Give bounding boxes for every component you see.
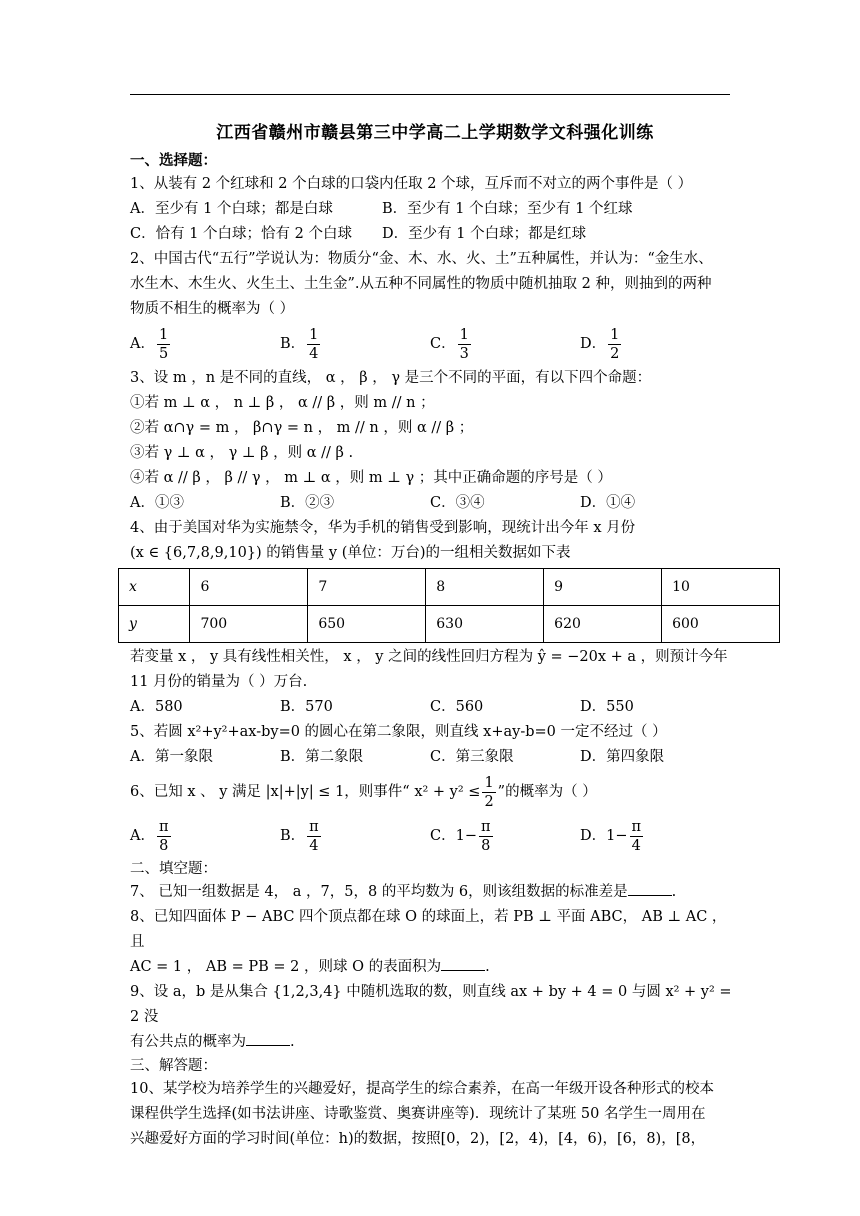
section-heading-answer: 三、解答题： (130, 1058, 217, 1074)
question-6-options (130, 814, 740, 858)
answer-blank (246, 1031, 290, 1046)
question-3 (130, 366, 740, 516)
question-1 (130, 172, 740, 247)
table-cell: 8 (426, 569, 544, 606)
table-cell: 7 (308, 569, 426, 606)
option-b: B．至少有 1 个白球；至少有 1 个红球 (382, 201, 633, 217)
option-a: A． $\frac{\pi}{8}$ (130, 818, 169, 854)
option-c: C．第三象限 (430, 749, 514, 765)
question-9 (130, 980, 740, 1055)
table-row (119, 569, 780, 606)
option-c: C．560 (430, 699, 484, 715)
table-cell: 650 (308, 606, 426, 643)
option-a: A．①③ (130, 495, 184, 511)
question-2-line-1: 2、中国古代“五行”学说认为：物质分“金、木、水、火、土”五种属性，并认为：“金生水、 (130, 251, 713, 267)
option-d: D．550 (580, 699, 634, 715)
question-9-line-1: 9、设 a，b 是从集合 {1,2,3,4} 中随机选取的数，则直线 ax + by + 4 = 0 与圆 x² + y² = 2 没 (130, 984, 732, 1025)
option-d: D．①④ (580, 495, 636, 511)
option-c: C．③④ (430, 495, 485, 511)
document-title: 江西省赣州市赣县第三中学高二上学期数学文科强化训练 (216, 123, 654, 143)
question-10-line-2: 课程供学生选择(如书法讲座、诗歌鉴赏、奥赛讲座等)．现统计了某班 50 名学生一周用在 (130, 1106, 706, 1122)
table-row (119, 606, 780, 643)
proposition-4: ④若 α // β ， β // γ ， m ⊥ α ，则 m ⊥ γ ；其中正确命题的序号是（ ） (130, 470, 612, 486)
option-c: C． $\frac{1}{3}$ (430, 326, 469, 362)
header-rule (130, 94, 730, 95)
question-4-line-1: 4、由于美国对华为实施禁令，华为手机的销售受到影响，现统计出今年 x 月份 (130, 520, 636, 536)
document-body (130, 120, 740, 1152)
question-8-line-1: 8、已知四面体 P − ABC 四个顶点都在球 O 的球面上，若 PB ⊥ 平面 ABC， AB ⊥ AC ，且 (130, 909, 727, 950)
option-d: D． $\frac{1}{2}$ (580, 326, 620, 362)
option-b: B． $\frac{1}{4}$ (280, 326, 319, 362)
option-a: A．第一象限 (130, 749, 213, 765)
option-b: B． $\frac{\pi}{4}$ (280, 818, 319, 854)
option-b: B．②③ (280, 495, 335, 511)
option-d: D．第四象限 (580, 749, 665, 765)
table-cell: 6 (190, 569, 308, 606)
question-2-line-3: 物质不相生的概率为（ ） (130, 301, 295, 317)
question-8 (130, 905, 740, 980)
question-5 (130, 720, 740, 770)
question-4 (130, 516, 740, 720)
option-d: D．至少有 1 个白球；都是红球 (382, 226, 587, 242)
option-a: A．至少有 1 个白球；都是白球 (130, 201, 333, 217)
question-4-line-4: 11 月份的销量为（ ）万台. (130, 674, 308, 690)
proposition-3: ③若 γ ⊥ α ， γ ⊥ β ，则 α // β . (130, 445, 354, 461)
answer-blank (628, 881, 672, 896)
option-b: B．第二象限 (280, 749, 364, 765)
question-7: 7、 已知一组数据是 4， a ，7，5，8 的平均数为 6，则该组数据的标准差是 . (130, 880, 740, 905)
answer-blank (441, 956, 485, 971)
question-1-options-row-2 (130, 222, 740, 247)
question-10-line-1: 10、某学校为培养学生的兴趣爱好，提高学生的综合素养，在高一年级开设各种形式的校本 (130, 1081, 714, 1097)
option-c: C．恰有 1 个白球；恰有 2 个白球 (130, 226, 352, 242)
question-9-line-2: 有公共点的概率为 . (130, 1030, 740, 1055)
question-2 (130, 247, 740, 366)
table-header-y: y (119, 606, 190, 643)
question-5-stem: 5、若圆 x²+y²+ax-by=0 的圆心在第二象限，则直线 x+ay-b=0 一定不经过（ ） (130, 724, 667, 740)
sales-table (118, 568, 780, 643)
question-4-line-3: 若变量 x ， y 具有线性相关性， x ， y 之间的线性回归方程为 ŷ = −20x + a ，则预计今年 (130, 649, 728, 665)
question-8-line-2: AC = 1 ， AB = PB = 2 ，则球 O 的表面积为 . (130, 955, 740, 980)
table-cell: 620 (544, 606, 662, 643)
proposition-1: ①若 m ⊥ α ， n ⊥ β ， α // β ，则 m // n ； (130, 395, 435, 411)
table-cell: 10 (662, 569, 780, 606)
question-4-line-2: (x ∈ {6,7,8,9,10}) 的销售量 y (单位：万台)的一组相关数据如下表 (130, 545, 571, 561)
question-10 (130, 1077, 740, 1152)
table-cell: 600 (662, 606, 780, 643)
question-6 (130, 770, 740, 858)
proposition-2: ②若 α∩γ = m ， β∩γ = n ， m // n ，则 α // β ； (130, 420, 474, 436)
option-a: A．580 (130, 699, 183, 715)
question-1-stem: 1、从装有 2 个红球和 2 个白球的口袋内任取 2 个球，互斥而不对立的两个事件是（ ） (130, 176, 693, 192)
question-4-options (130, 695, 740, 720)
question-10-line-3: 兴趣爱好方面的学习时间(单位：h)的数据，按照[0，2)，[2，4)，[4，6)，[6，8)，[8， (130, 1131, 706, 1147)
option-d: D． 1− $\frac{\pi}{4}$ (580, 818, 642, 854)
question-2-options (130, 322, 740, 366)
question-3-stem: 3、设 m ，n 是不同的直线， α ， β ， γ 是三个不同的平面，有以下四个命题： (130, 370, 652, 386)
table-cell: 9 (544, 569, 662, 606)
question-6-stem: 6、已知 x 、 y 满足 |x|+|y| ≤ 1，则事件“ x² + y² ≤ $\frac{1}{2}$ ”的概率为（ ） (130, 774, 597, 810)
table-cell: 700 (190, 606, 308, 643)
option-a: A． $\frac{1}{5}$ (130, 326, 169, 362)
question-2-line-2: 水生木、木生火、火生土、土生金”.从五种不同属性的物质中随机抽取 2 种，则抽到的两种 (130, 276, 712, 292)
question-1-options-row-1 (130, 197, 740, 222)
question-3-options (130, 491, 740, 516)
table-header-x: x (119, 569, 190, 606)
section-heading-fill: 二、填空题： (130, 861, 217, 877)
option-c: C． 1− $\frac{\pi}{8}$ (430, 818, 491, 854)
table-cell: 630 (426, 606, 544, 643)
section-heading-choice: 一、选择题： (130, 152, 217, 169)
option-b: B．570 (280, 699, 333, 715)
question-5-options (130, 745, 740, 770)
